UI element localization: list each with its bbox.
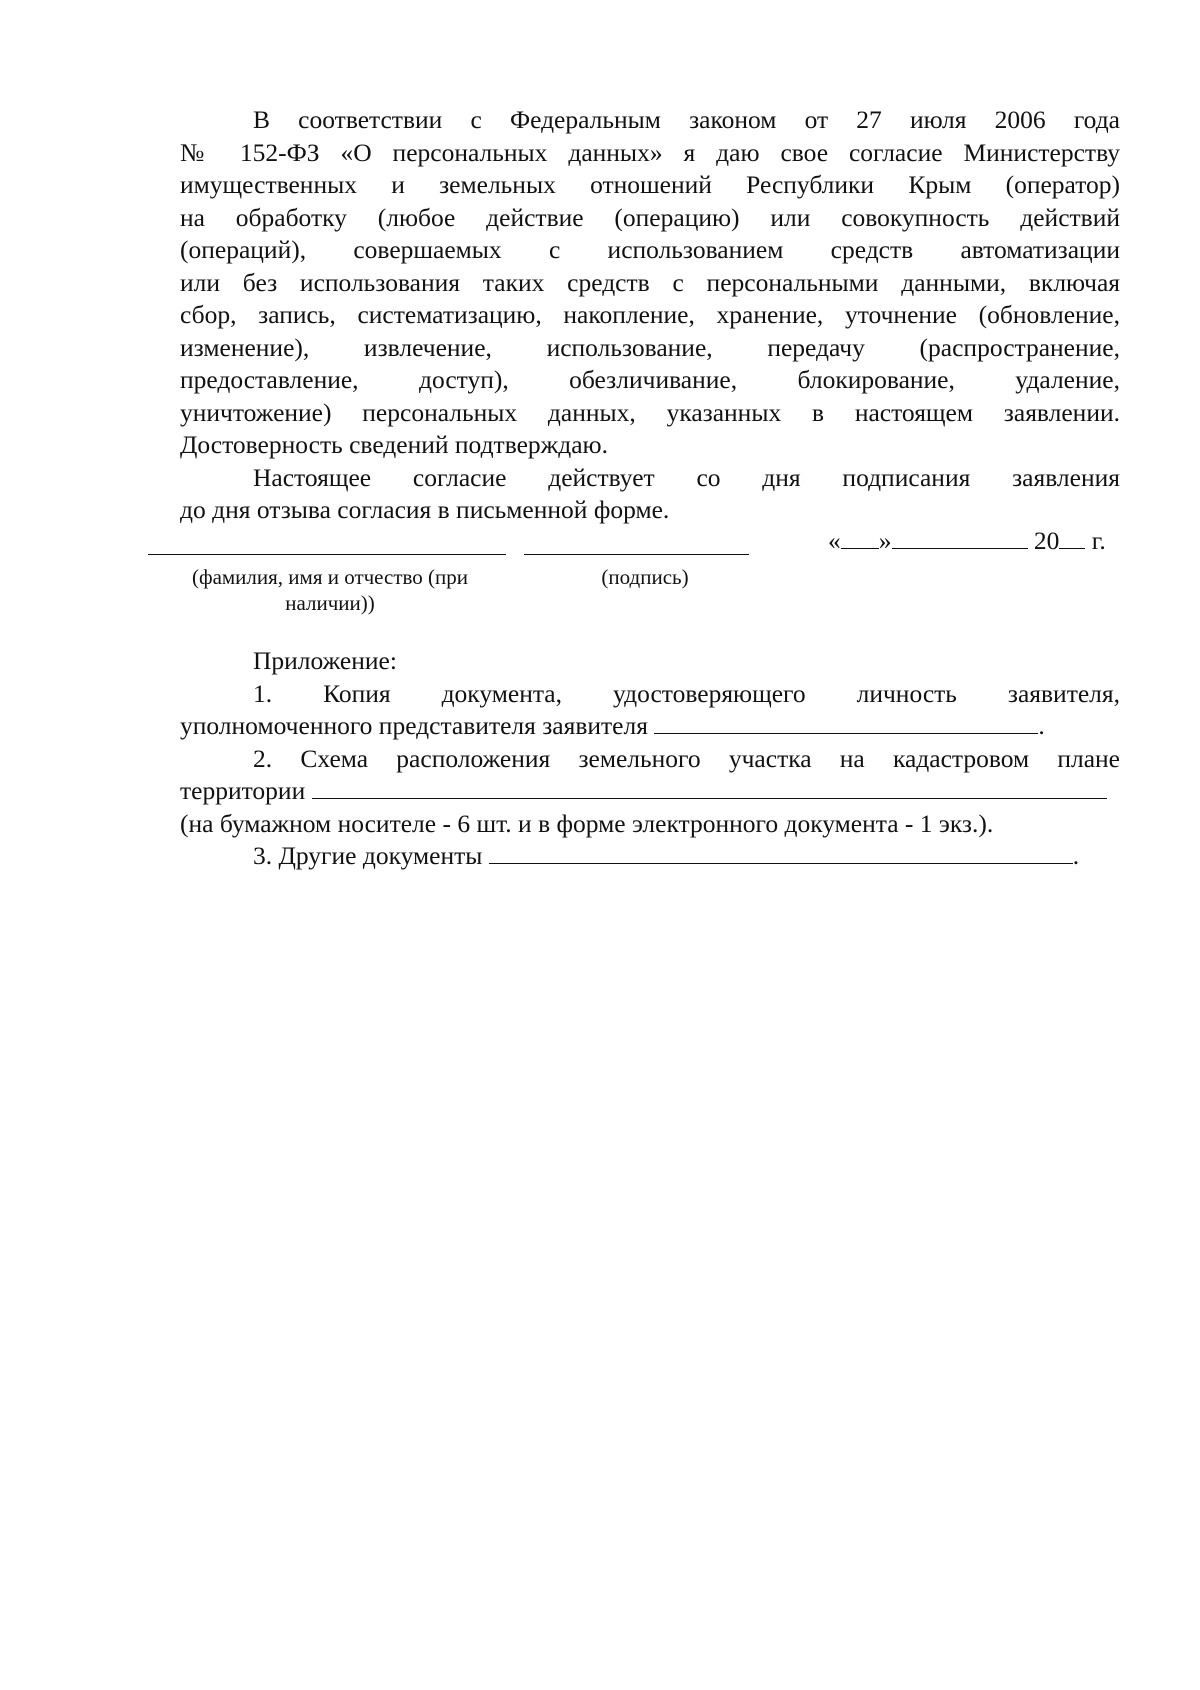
consent-line: сбор, запись, систематизацию, накопление, хранение, уточнение (обновление, xyxy=(180,300,1120,329)
territory-blank[interactable] xyxy=(312,778,1107,799)
consent-line: изменение), извлечение, использование, передачу (распространение, xyxy=(180,332,1120,362)
appendix-item-1-cont xyxy=(180,710,1120,743)
consent-line: Достоверность сведений подтверждаю. xyxy=(180,430,608,459)
consent-line: на обработку (любое действие (операцию) или совокупность действий xyxy=(180,202,1120,232)
full-name-line[interactable] xyxy=(148,554,506,555)
day-blank[interactable] xyxy=(841,526,879,549)
appendix-heading: Приложение: xyxy=(253,646,397,675)
consent-line: уничтожение) персональных данных, указанных в настоящем заявлении. xyxy=(180,397,1120,427)
applicant-document-blank[interactable] xyxy=(654,713,1038,734)
appendix-item-3 xyxy=(180,840,1120,873)
date-field xyxy=(828,526,1106,556)
appendix-item-2-note: (на бумажном носителе - 6 шт. и в форме электронного документа - 1 экз.). xyxy=(180,808,994,838)
appendix-item-3-period: . xyxy=(1072,841,1080,870)
year-prefix: 20 xyxy=(1033,526,1060,555)
consent-paragraph xyxy=(180,104,1120,462)
appendix-item-1: 1. Копия документа, удостоверяющего личность заявителя, xyxy=(253,678,1120,708)
month-blank[interactable] xyxy=(892,526,1028,549)
consent-line: имущественных и земельных отношений Республики Крым (оператор) xyxy=(180,170,1120,199)
consent-text xyxy=(180,104,1120,527)
signature-line[interactable] xyxy=(524,554,749,555)
date-open-quote: « xyxy=(828,526,841,555)
appendix-item-3-text: 3. Другие документы xyxy=(253,841,483,870)
signature-caption: (подпись) xyxy=(601,565,689,589)
validity-line: Настоящее согласие действует со дня подписания заявления xyxy=(253,462,1120,492)
consent-line: В соответствии с Федеральным законом от 27 июля 2006 года xyxy=(253,105,1120,134)
consent-line: или без использования таких средств с персональными данными, включая xyxy=(180,267,1120,297)
appendix-section xyxy=(180,645,1120,873)
other-documents-blank[interactable] xyxy=(489,843,1073,864)
appendix-item-2-cont xyxy=(180,775,1120,808)
appendix-item-1-period: . xyxy=(1038,711,1045,740)
validity-line: до дня отзыва согласия в письменной форме. xyxy=(180,495,670,524)
appendix-item-2-text: территории xyxy=(180,776,306,805)
validity-paragraph xyxy=(180,462,1120,527)
date-close-quote: » xyxy=(878,526,892,555)
year-blank[interactable] xyxy=(1059,526,1085,549)
year-suffix: г. xyxy=(1091,526,1106,555)
appendix-item-1-text: уполномоченного представителя заявителя xyxy=(180,711,648,740)
full-name-caption-line: (фамилия, имя и отчество (при xyxy=(191,565,469,589)
appendix-item-2: 2. Схема расположения земельного участка на кадастровом плане xyxy=(253,743,1120,773)
consent-line: предоставление, доступ), обезличивание, блокирование, удаление, xyxy=(180,365,1120,394)
consent-line: (операций), совершаемых с использованием средств автоматизации xyxy=(180,235,1120,264)
consent-line: № 152-ФЗ «О персональных данных» я даю свое согласие Министерству xyxy=(180,137,1120,167)
full-name-caption xyxy=(140,564,520,616)
full-name-caption-line: наличии)) xyxy=(285,591,375,615)
